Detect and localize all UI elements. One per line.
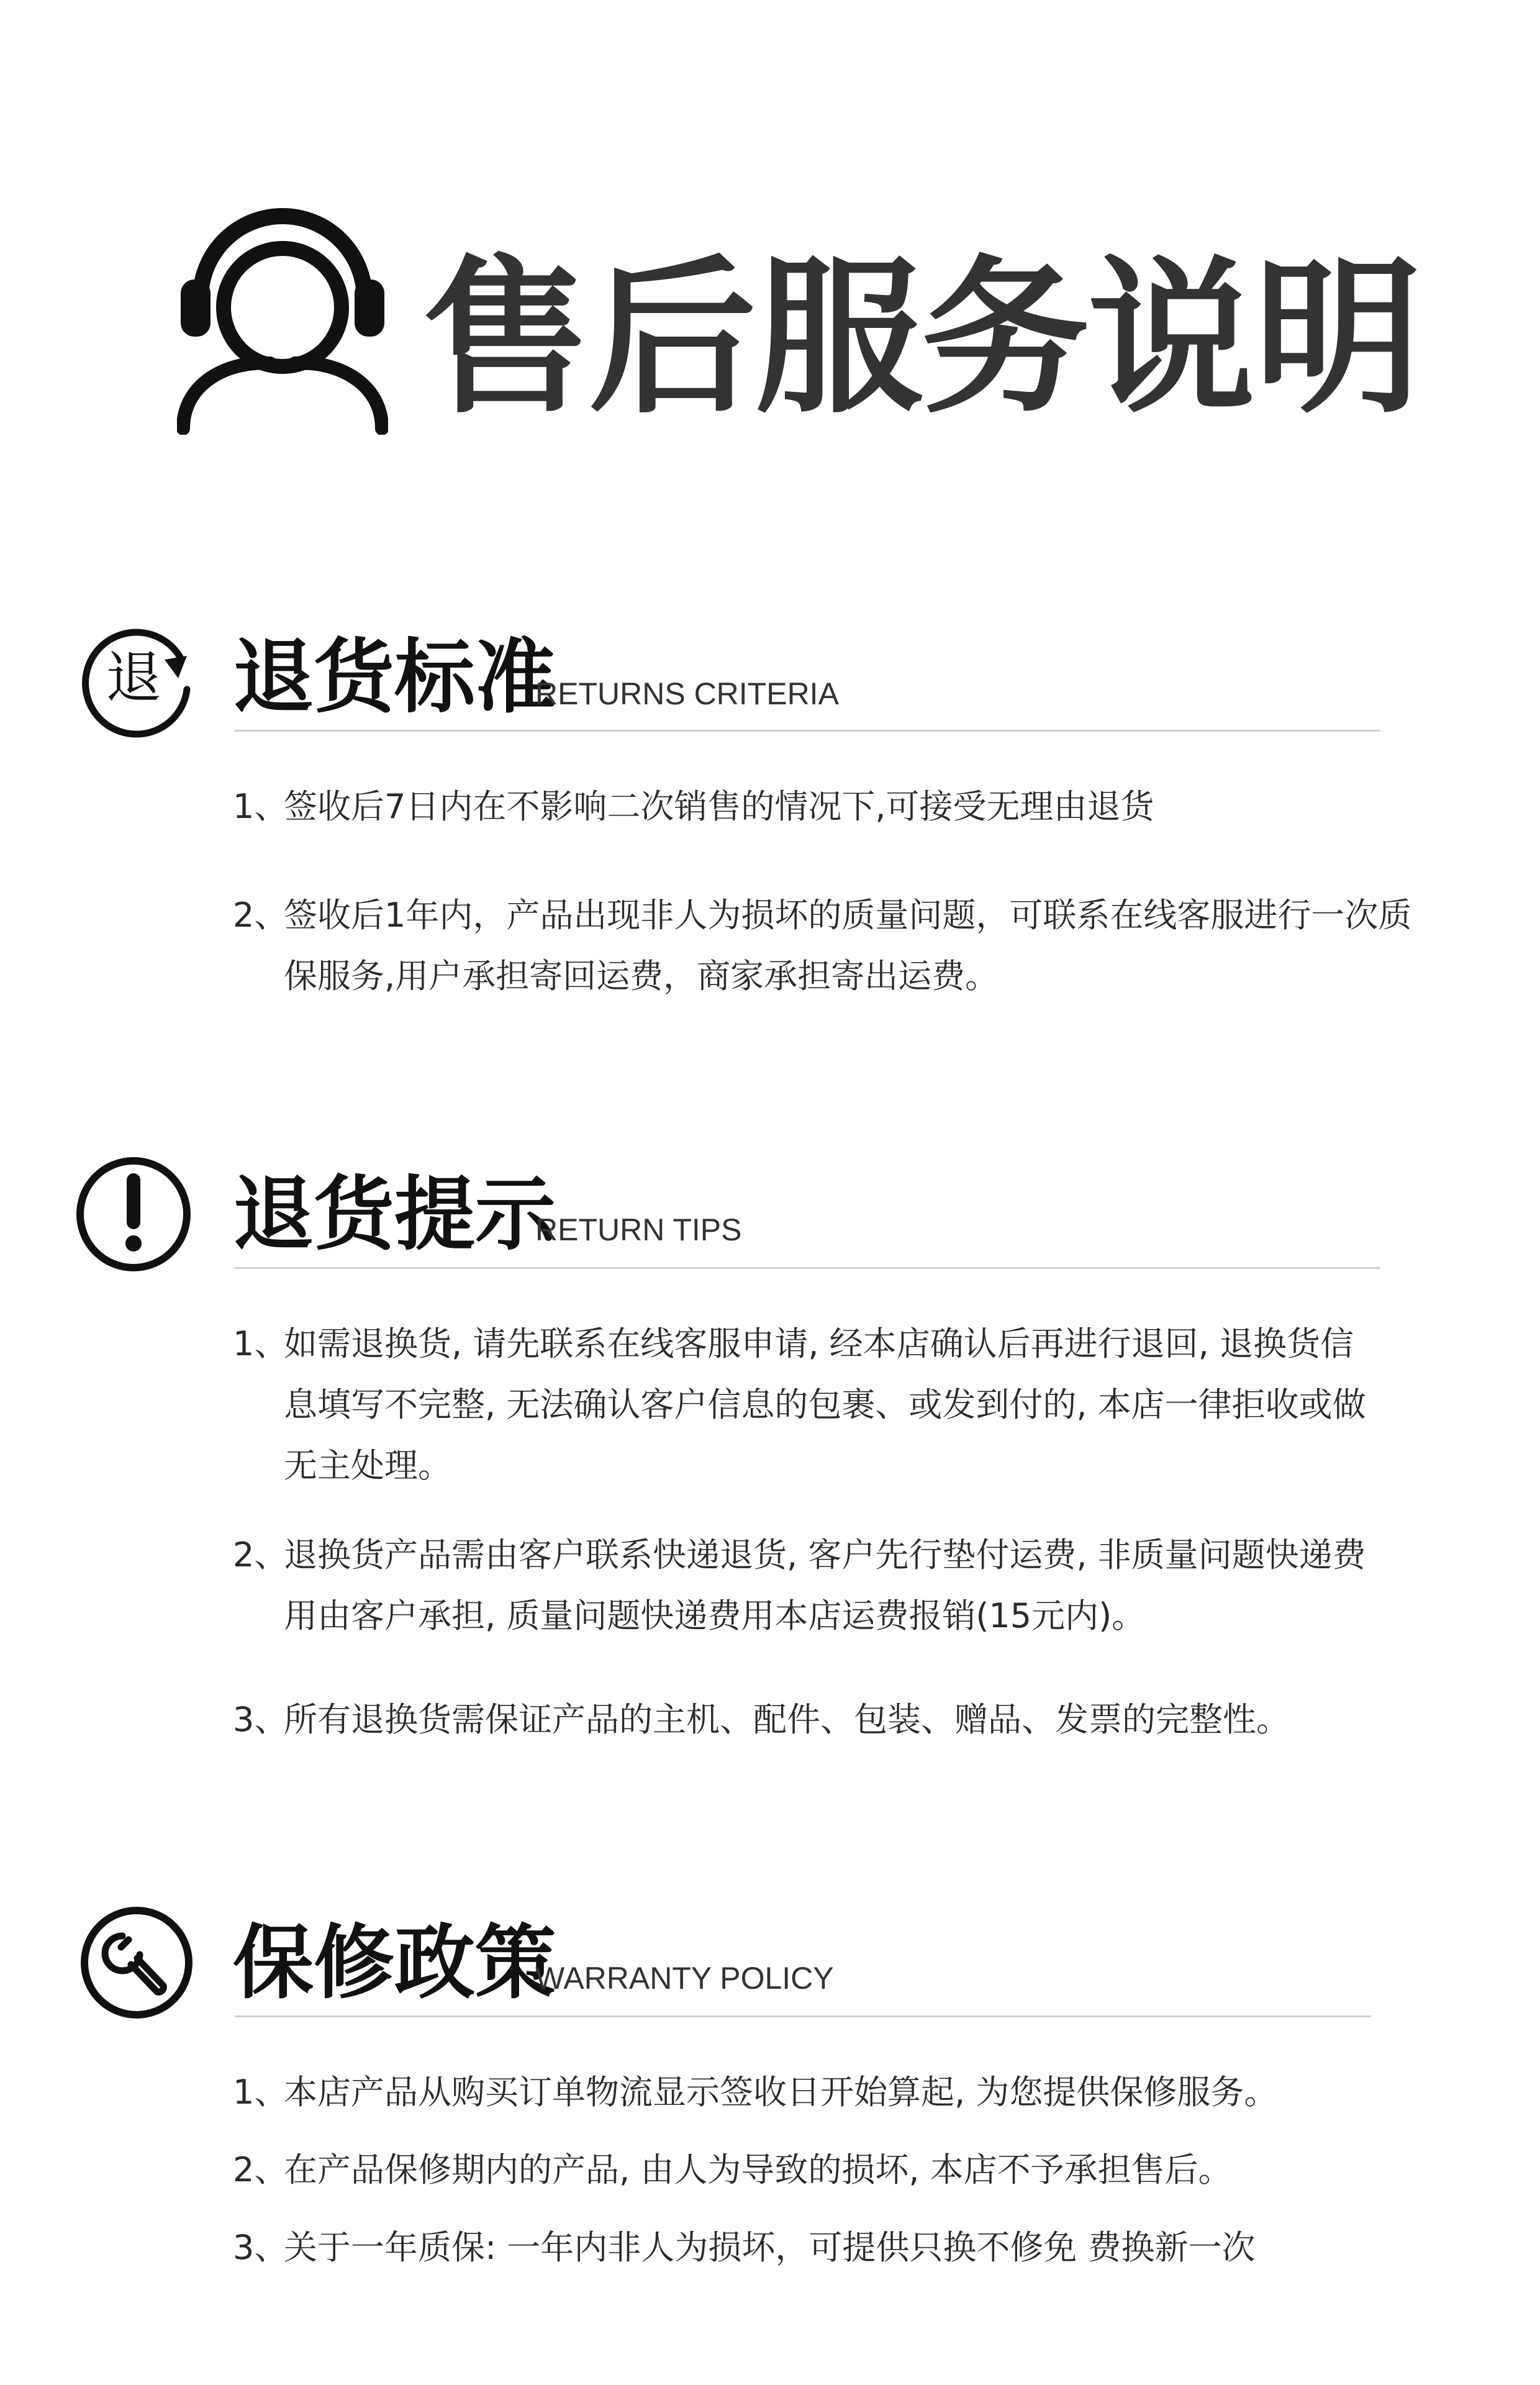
list-item bbox=[233, 1689, 1413, 1750]
list-item-text: 签收后7日内在不影响二次销售的情况下,可接受无理由退货 bbox=[284, 787, 1154, 826]
list-item-number: 1、 bbox=[233, 787, 288, 826]
list-item-number: 1、 bbox=[233, 2073, 288, 2112]
section-title-warranty-policy: 保修政策 bbox=[233, 1915, 556, 2010]
list-item-text: 本店产品从购买订单物流显示签收日开始算起, 为您提供保修服务。 bbox=[284, 2073, 1278, 2112]
section-title-return-tips: 退货提示 bbox=[233, 1167, 556, 1261]
list-item-text: 在产品保修期内的产品, 由人为导致的损坏, 本店不予承担售后。 bbox=[284, 2150, 1232, 2189]
list-item-number: 3、 bbox=[233, 1700, 288, 1739]
list-item-number: 2、 bbox=[233, 2150, 288, 2189]
list-item bbox=[233, 776, 1413, 837]
list-item bbox=[233, 2217, 1413, 2278]
section-divider bbox=[235, 2015, 1371, 2017]
section-subtitle-return-tips: RETURN TIPS bbox=[535, 1212, 742, 1247]
exclamation-circle-icon bbox=[75, 1155, 192, 1273]
customer-service-headset-icon bbox=[177, 205, 388, 435]
return-arrow-icon bbox=[78, 621, 196, 739]
return-icon-character: 退 bbox=[106, 645, 161, 711]
list-item-number: 1、 bbox=[233, 1324, 288, 1363]
section-title-returns-criteria: 退货标准 bbox=[233, 630, 556, 724]
list-item-number: 2、 bbox=[233, 1535, 288, 1574]
list-item-text: 所有退换货需保证产品的主机、配件、包装、赠品、发票的完整性。 bbox=[284, 1700, 1290, 1739]
list-item bbox=[233, 2062, 1413, 2123]
list-item-text: 退换货产品需由客户联系快递退货, 客户先行垫付运费, 非质量问题快递费用由客户承担, 质量问题快递费用本店运费报销(15元内)。 bbox=[284, 1535, 1366, 1635]
list-item-text: 签收后1年内，产品出现非人为损坏的质量问题，可联系在线客服进行一次质保服务,用户承担寄回运费，商家承担寄出运费。 bbox=[284, 896, 1412, 996]
list-item bbox=[233, 1525, 1375, 1647]
section-subtitle-returns-criteria: RETURNS CRITERIA bbox=[535, 676, 839, 711]
section-divider bbox=[235, 1267, 1380, 1269]
list-item bbox=[233, 885, 1413, 1007]
list-item-text: 关于一年质保: 一年内非人为损坏，可提供只换不修免 费换新一次 bbox=[284, 2228, 1256, 2267]
section-divider bbox=[235, 730, 1380, 732]
page-title: 售后服务说明 bbox=[422, 240, 1421, 436]
list-item-number: 2、 bbox=[233, 896, 288, 935]
list-item bbox=[233, 2140, 1413, 2201]
wrench-circle-icon bbox=[78, 1904, 196, 2022]
list-item-text: 如需退换货, 请先联系在线客服申请, 经本店确认后再进行退回, 退换货信息填写不完整, 无法确认客户信息的包裹、或发到付的, 本店一律拒收或做无主处理。 bbox=[284, 1324, 1366, 1485]
list-item-number: 3、 bbox=[233, 2228, 288, 2267]
list-item bbox=[233, 1314, 1375, 1496]
section-subtitle-warranty-policy: WARRANTY POLICY bbox=[535, 1961, 834, 1996]
